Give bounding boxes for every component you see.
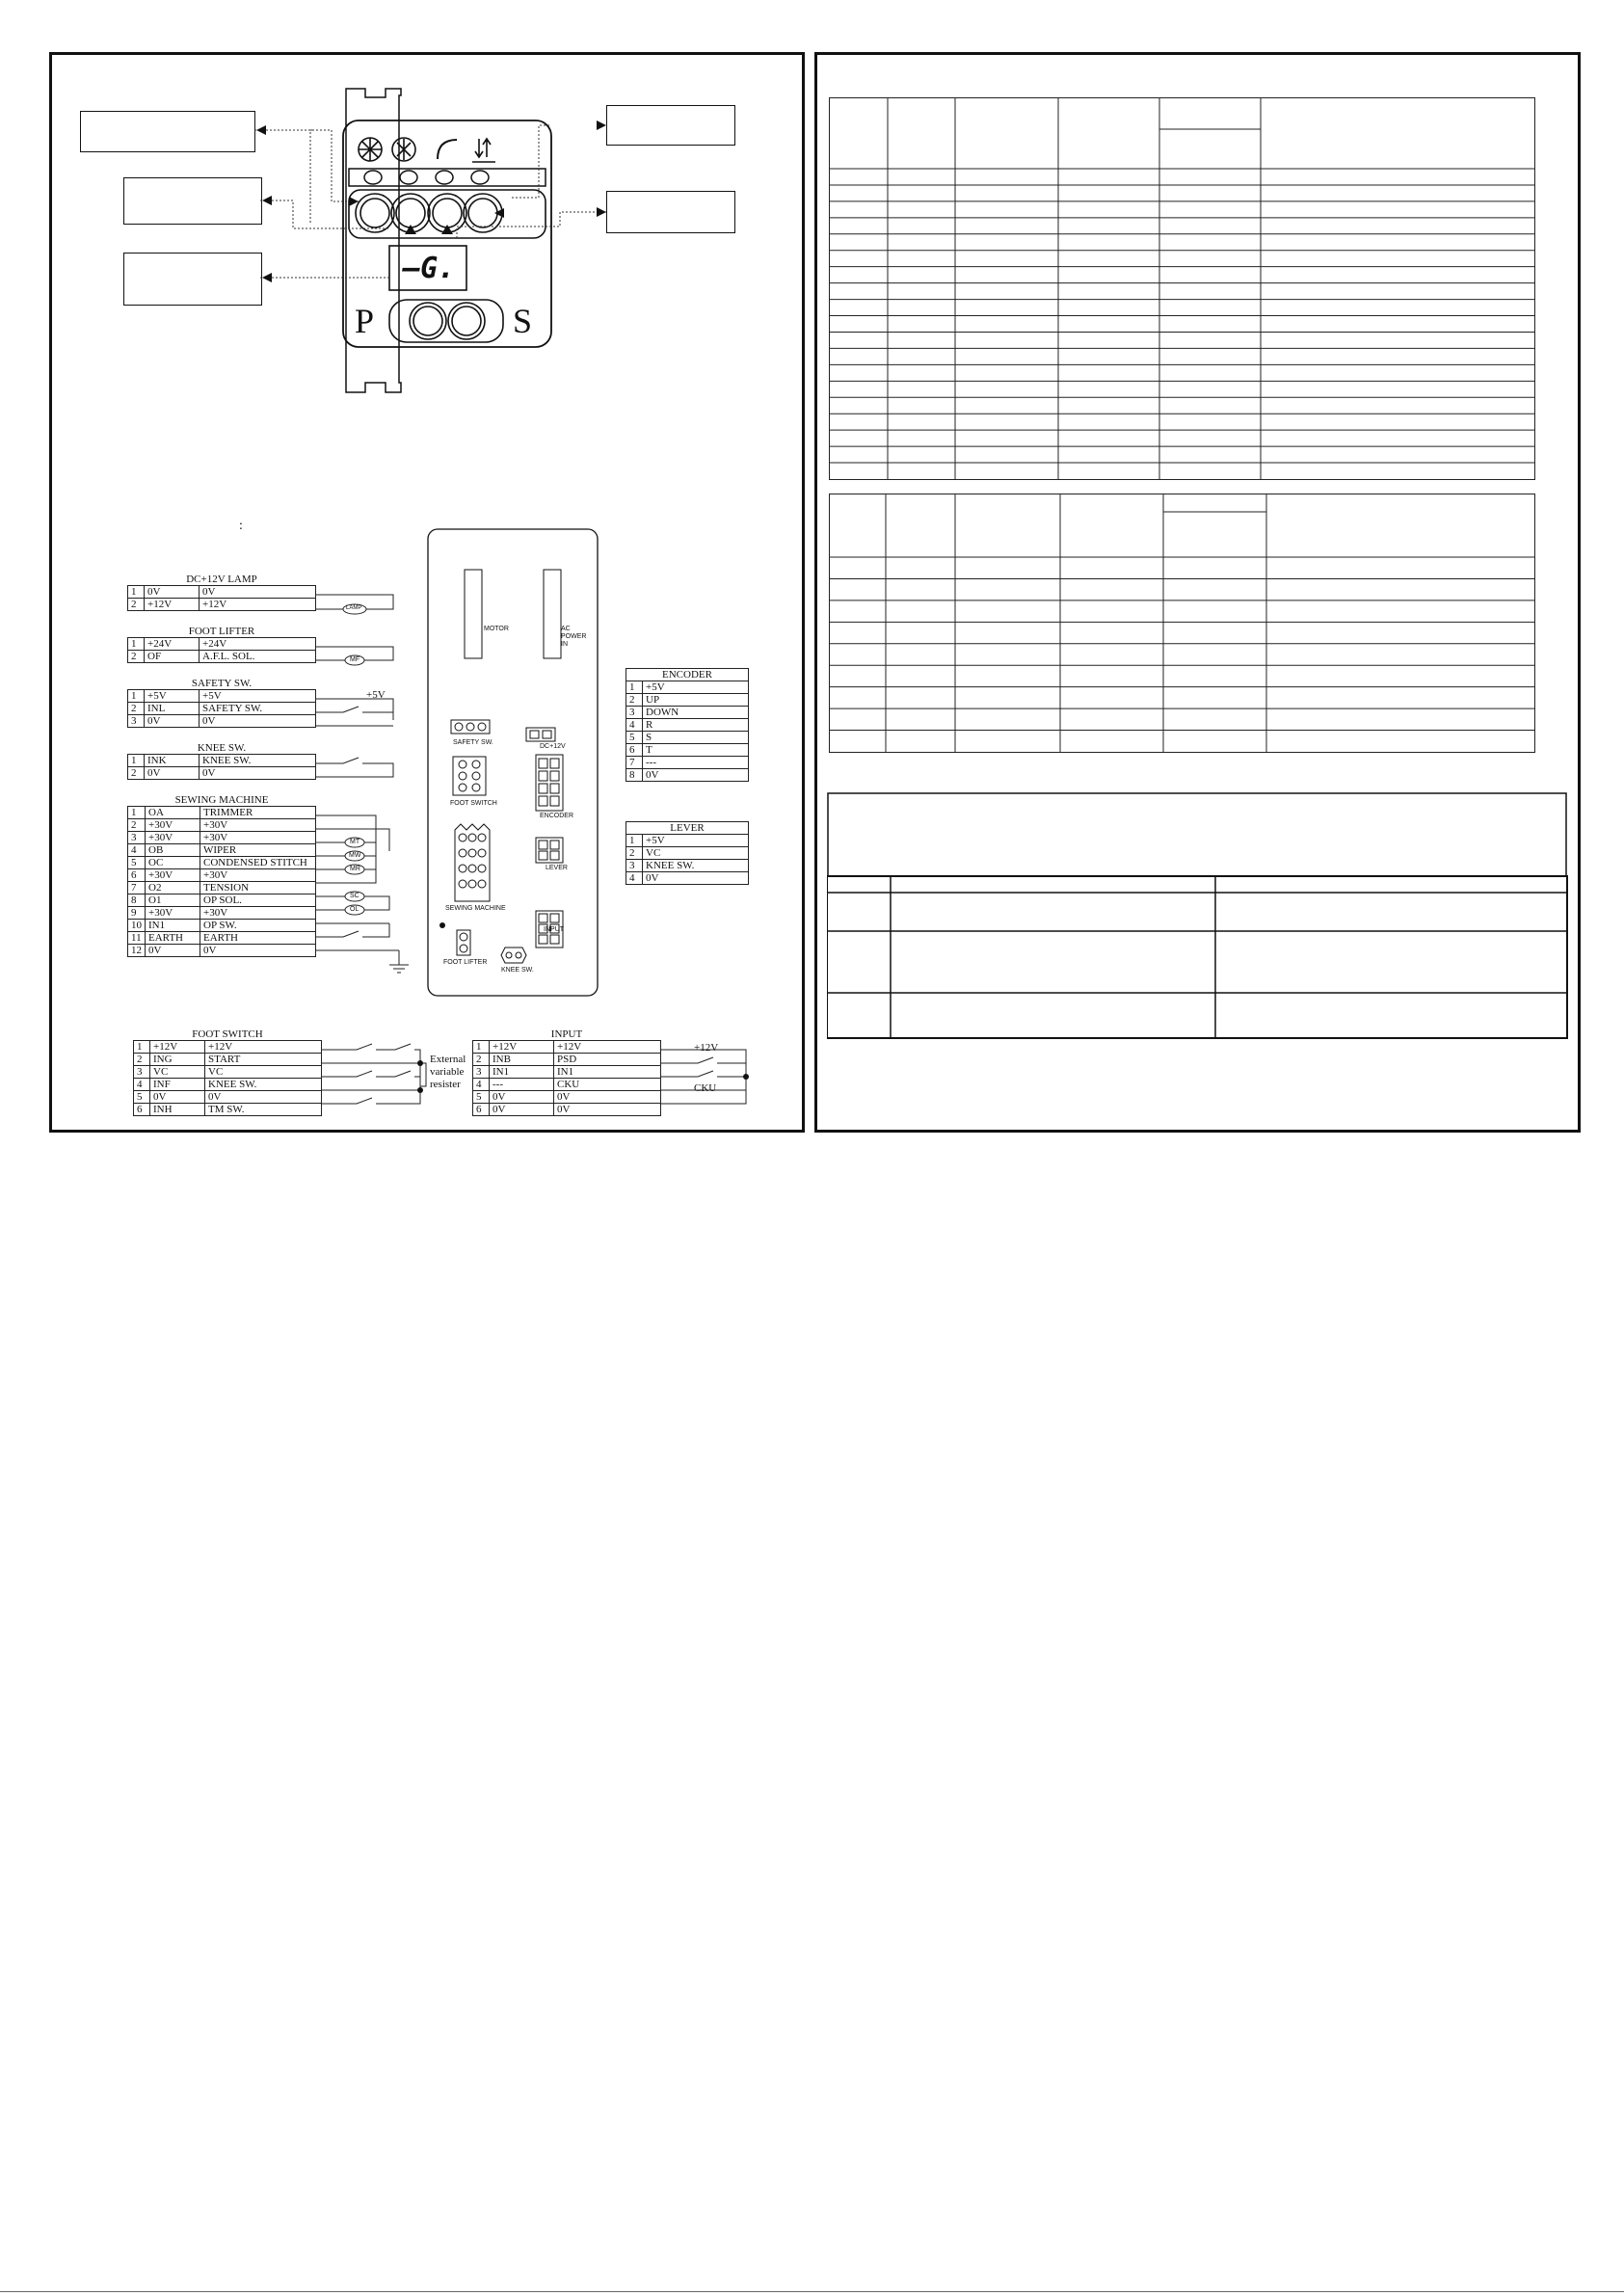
foot-lifter-symbol-label: MF	[350, 656, 360, 663]
table-row: 2 0V 0V	[128, 767, 316, 780]
table-row: 8 O1 OP SOL.	[128, 894, 316, 907]
table-row: 5 OC CONDENSED STITCH	[128, 857, 316, 869]
table-row: 5 0V 0V	[473, 1091, 661, 1104]
board-label-motor: MOTOR	[484, 626, 509, 632]
left-panel	[49, 52, 805, 1133]
lamp-symbol-label: LAMP	[346, 605, 362, 611]
table-row: 7 ---	[626, 757, 749, 769]
table-row: 8 0V	[626, 769, 749, 782]
table-row: 6 0V 0V	[473, 1104, 661, 1116]
table-row: 1 +12V +12V	[473, 1041, 661, 1054]
ext-resister-label-1: External	[430, 1054, 466, 1065]
table-row: 6 +30V +30V	[128, 869, 316, 882]
board-label-ac-power: AC POWER IN	[561, 626, 587, 648]
table-row: 1 +5V	[626, 681, 749, 694]
board-label-sewing-machine: SEWING MACHINE	[445, 905, 506, 912]
table-row: 1 +24V +24V	[128, 638, 316, 651]
table-row: 4 OB WIPER	[128, 844, 316, 857]
board-label-lever: LEVER	[546, 865, 568, 871]
table-row: 1 0V 0V	[128, 586, 316, 599]
table-title: KNEE SW.	[128, 742, 316, 755]
table-row: 2 OF A.F.L. SOL.	[128, 651, 316, 663]
table-title: SEWING MACHINE	[128, 794, 316, 807]
table-row: 1 +5V	[626, 835, 749, 847]
sc-symbol-label: SC	[350, 893, 359, 899]
table-row: 4 INF KNEE SW.	[134, 1079, 322, 1091]
board-label-knee-sw: KNEE SW.	[501, 967, 534, 974]
table-row: 3 KNEE SW.	[626, 860, 749, 872]
table-row: 6 INH TM SW.	[134, 1104, 322, 1116]
table-row: 10 IN1 OP SW.	[128, 920, 316, 932]
safety-sw-side-label: +5V	[366, 689, 386, 701]
mw-symbol-label: MW	[349, 852, 361, 859]
table-row: 2 +30V +30V	[128, 819, 316, 832]
parameter-table-2	[829, 494, 1538, 756]
input-12v-label: +12V	[694, 1042, 719, 1054]
table-row: 7 O2 TENSION	[128, 882, 316, 894]
parameter-table-1	[829, 97, 1538, 483]
notes-table	[827, 792, 1571, 1045]
table-row: 4 --- CKU	[473, 1079, 661, 1091]
table-row: 9 +30V +30V	[128, 907, 316, 920]
right-panel	[814, 52, 1581, 1133]
panel-letter-s: S	[513, 302, 533, 340]
table-row: 1 OA TRIMMER	[128, 807, 316, 819]
table-title: LEVER	[626, 822, 749, 835]
table-row: 2 ING START	[134, 1054, 322, 1066]
table-row: 1 INK KNEE SW.	[128, 755, 316, 767]
ext-resister-label-3: resister	[430, 1079, 461, 1090]
table-row: 3 0V 0V	[128, 715, 316, 728]
board-label-safety-sw: SAFETY SW.	[453, 739, 493, 746]
table-row: 4 R	[626, 719, 749, 732]
table-row: 2 +12V +12V	[128, 599, 316, 611]
table-row: 5 0V 0V	[134, 1091, 322, 1104]
board-label-foot-switch: FOOT SWITCH	[450, 800, 497, 807]
mt-symbol-label: MT	[350, 839, 360, 845]
table-row: 3 +30V +30V	[128, 832, 316, 844]
panel-display: –G.	[402, 252, 456, 285]
input-cku-label: CKU	[694, 1082, 717, 1094]
table-row: 3 VC VC	[134, 1066, 322, 1079]
panel-letter-p: P	[355, 302, 375, 340]
table-title: ENCODER	[626, 669, 749, 681]
table-row: 12 0V 0V	[128, 945, 316, 957]
table-row: 2 INL SAFETY SW.	[128, 703, 316, 715]
table-row: 4 0V	[626, 872, 749, 885]
mr-symbol-label: MR	[350, 866, 360, 872]
table-title: FOOT LIFTER	[128, 626, 316, 638]
table-row: 5 S	[626, 732, 749, 744]
table-row: 2 UP	[626, 694, 749, 707]
table-row: 11 EARTH EARTH	[128, 932, 316, 945]
table-row: 3 IN1 IN1	[473, 1066, 661, 1079]
table-row: 1 +5V +5V	[128, 690, 316, 703]
table-title: SAFETY SW.	[128, 678, 316, 690]
table-row: 6 T	[626, 744, 749, 757]
board-label-foot-lifter: FOOT LIFTER	[443, 959, 488, 966]
ext-resister-label-2: variable	[430, 1066, 465, 1078]
board-label-input: INPUT	[544, 926, 564, 933]
ol-symbol-label: OL	[350, 906, 359, 913]
table-row: 2 INB PSD	[473, 1054, 661, 1066]
table-title: FOOT SWITCH	[134, 1028, 322, 1041]
board-label-dc12v: DC+12V	[540, 743, 566, 750]
table-row: 3 DOWN	[626, 707, 749, 719]
table-title: DC+12V LAMP	[128, 574, 316, 586]
board-label-encoder: ENCODER	[540, 813, 574, 819]
page-bottom-rule	[0, 2291, 1624, 2292]
table-row: 1 +12V +12V	[134, 1041, 322, 1054]
table-title: INPUT	[473, 1028, 661, 1041]
section-separator: :	[239, 519, 243, 533]
table-row: 2 VC	[626, 847, 749, 860]
